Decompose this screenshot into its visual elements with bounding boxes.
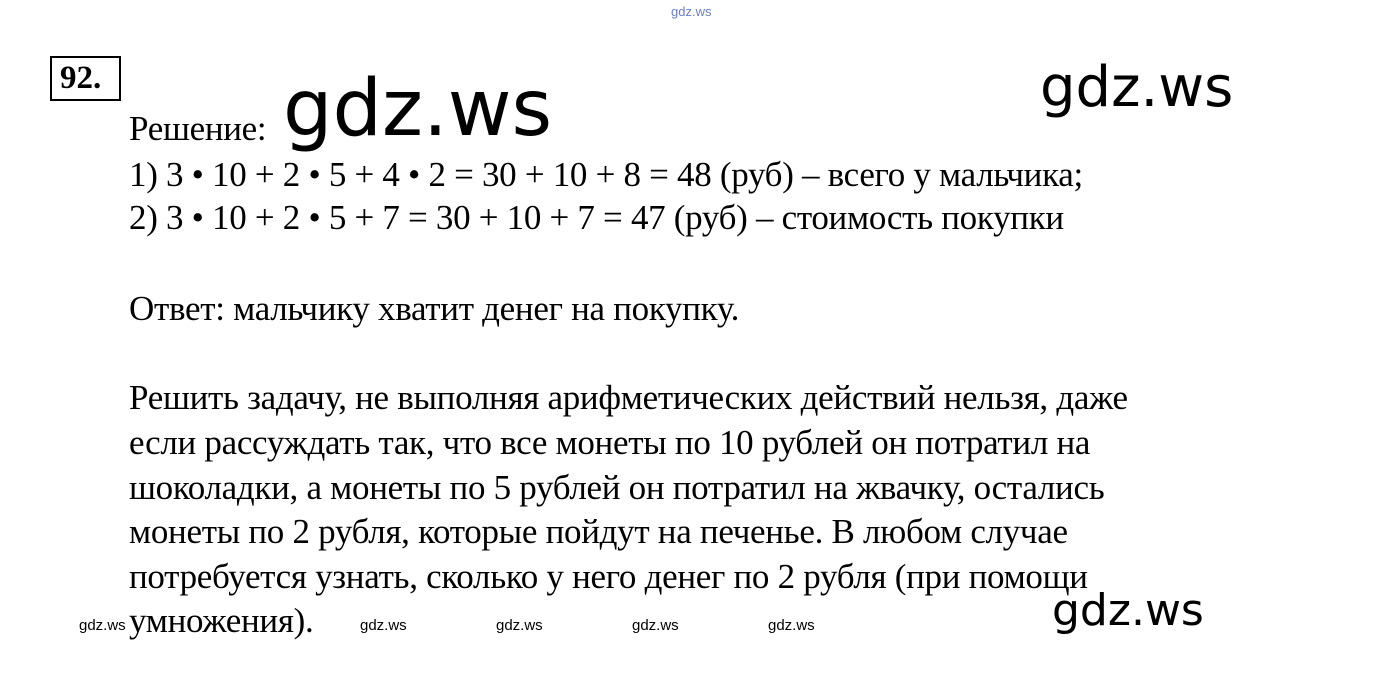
explanation-line-1: Решить задачу, не выполняя арифметических действий нельзя, даже [129,378,1128,417]
explanation-line-2: если рассуждать так, что все монеты по 10 рублей он потратил на [129,423,1091,462]
explanation-line-6: умножения). [129,601,314,640]
watermark-top: gdz.ws [671,4,712,19]
explanation-line-5: потребуется узнать, сколько у него денег по 2 рубля (при помощи [129,557,1088,596]
watermark-small-4: gdz.ws [632,617,679,634]
task-number: 92. [50,56,121,101]
watermark-small-5: gdz.ws [768,617,815,634]
watermark-large-right: gdz.ws [1040,55,1234,120]
solution-step-2: 2) 3 • 10 + 2 • 5 + 7 = 30 + 10 + 7 = 47 (руб) – стоимость покупки [129,198,1064,237]
explanation-line-4: монеты по 2 рубля, которые пойдут на печенье. В любом случае [129,512,1068,551]
watermark-small-1: gdz.ws [79,617,126,634]
answer-text: Ответ: мальчику хватит денег на покупку. [129,289,740,328]
watermark-small-2: gdz.ws [360,617,407,634]
watermark-large-center: gdz.ws [283,64,553,154]
explanation-line-3: шоколадки, а монеты по 5 рублей он потратил на жвачку, остались [129,468,1105,507]
solution-label: Решение: [129,109,267,148]
watermark-small-3: gdz.ws [496,617,543,634]
watermark-large-bottom-right: gdz.ws [1052,585,1204,636]
solution-step-1: 1) 3 • 10 + 2 • 5 + 4 • 2 = 30 + 10 + 8 = 48 (руб) – всего у мальчика; [129,155,1083,194]
